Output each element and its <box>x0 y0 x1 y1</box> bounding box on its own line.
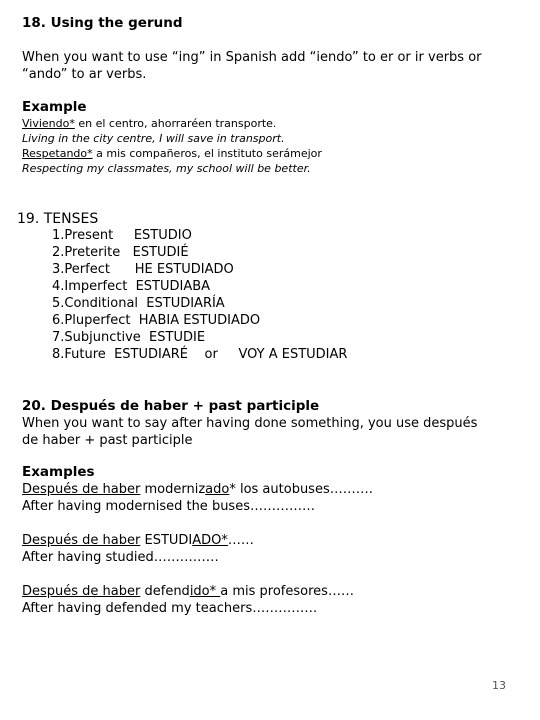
example-2-rest: …… <box>227 533 254 548</box>
section-20-examples-label: Examples <box>22 464 95 480</box>
section-19-heading: 19. TENSES <box>17 211 99 227</box>
section-18-examples <box>22 116 322 176</box>
example-3-ending: ido* <box>189 584 221 599</box>
example-2-spanish <box>22 146 322 161</box>
section-20-example-2 <box>22 532 254 549</box>
example-2-gerund: Respetando* <box>22 147 93 160</box>
example-2-spanish-rest: a mis compañeros, el instituto serámejor <box>92 147 322 160</box>
example-1-ending: ado <box>205 482 230 497</box>
section-20-example-2-english: After having studied…………… <box>22 550 219 565</box>
section-20-heading: 20. Después de haber + past participle <box>22 398 320 414</box>
example-1-gerund: Viviendo* <box>22 117 75 130</box>
section-18-heading: 18. Using the gerund <box>22 15 183 31</box>
tense-item: 2.Preterite ESTUDIÉ <box>52 245 189 260</box>
tense-item: 3.Perfect HE ESTUDIADO <box>52 262 234 277</box>
example-1-spanish-rest: en el centro, ahorraréen transporte. <box>74 117 277 130</box>
section-20-intro <box>22 415 502 449</box>
section-20-intro-line-2: de haber + past participle <box>22 433 193 448</box>
example-1-english: Living in the city centre, I will save in transport. <box>22 132 285 145</box>
example-1-rest: * los autobuses………. <box>229 482 373 497</box>
example-2-english: Respecting my classmates, my school will be better. <box>22 162 311 175</box>
tense-item: 8.Future ESTUDIARÉ or VOY A ESTUDIAR <box>52 347 348 362</box>
example-2-ending: ADO* <box>192 533 228 548</box>
section-18-example-label: Example <box>22 99 87 115</box>
section-20-example-1-english: After having modernised the buses…………… <box>22 499 315 514</box>
example-3-stem: defend <box>140 584 190 599</box>
section-20-example-3-english: After having defended my teachers…………… <box>22 601 318 616</box>
tense-item: 6.Pluperfect HABIA ESTUDIADO <box>52 313 261 328</box>
despues-de-haber: Después de haber <box>22 584 141 599</box>
despues-de-haber: Después de haber <box>22 482 141 497</box>
despues-de-haber: Después de haber <box>22 533 141 548</box>
tense-item: 4.Imperfect ESTUDIABA <box>52 279 211 294</box>
example-3-rest: a mis profesores…… <box>220 584 354 599</box>
section-20-example-1 <box>22 481 373 498</box>
tense-item: 1.Present ESTUDIO <box>52 228 192 243</box>
tense-item: 5.Conditional ESTUDIARÍA <box>52 296 225 311</box>
example-1-spanish <box>22 116 322 131</box>
section-18-intro-line-2: “ando” to ar verbs. <box>22 67 147 82</box>
tense-item: 7.Subjunctive ESTUDIE <box>52 330 206 345</box>
section-18-intro-line-1: When you want to use “ing” in Spanish add “iendo” to er or ir verbs or <box>22 50 482 65</box>
section-20-example-3 <box>22 583 354 600</box>
example-1-stem: moderniz <box>140 482 206 497</box>
example-2-stem: ESTUDI <box>140 533 193 548</box>
section-20-intro-line-1: When you want to say after having done something, you use después <box>22 416 478 431</box>
section-18-intro <box>22 49 502 83</box>
page-number: 13 <box>492 679 506 692</box>
